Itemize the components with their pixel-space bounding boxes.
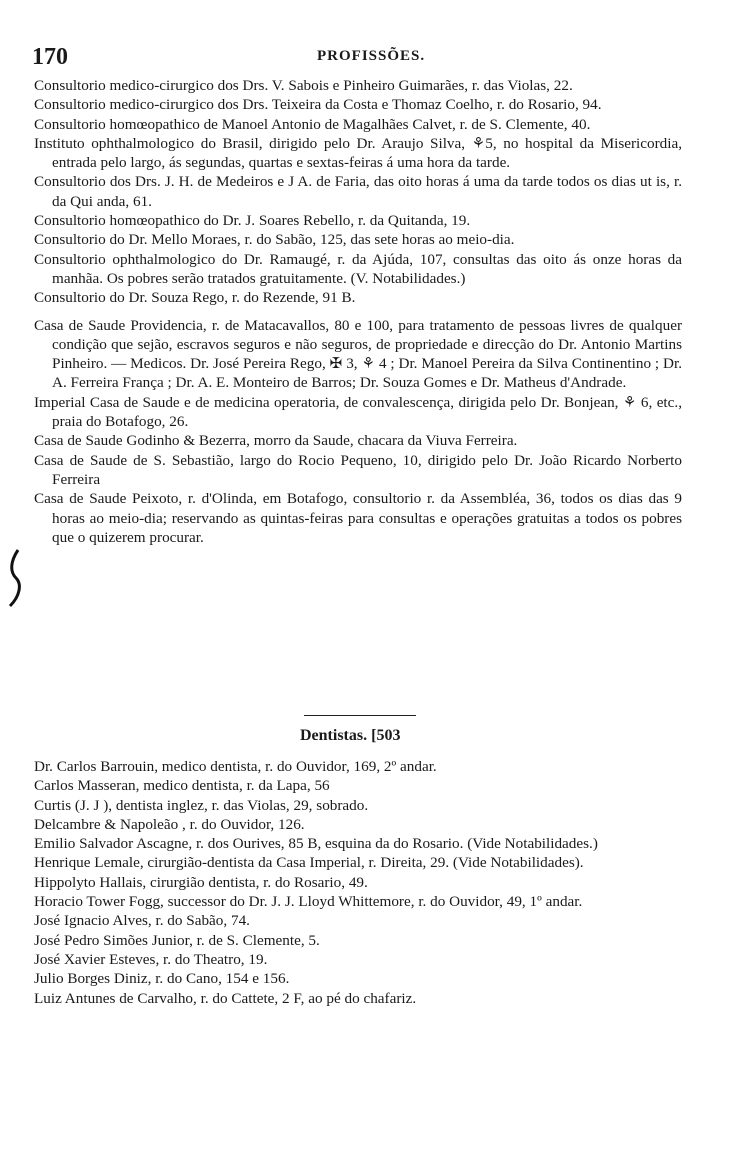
list-item: José Xavier Esteves, r. do Theatro, 19. [34,950,268,968]
list-item: Consultorio dos Drs. J. H. de Medeiros e J A. de Faria, das oito horas á uma da tarde todos os dias ut is, r. da Qui anda, 61. [34,173,682,210]
list-item: Consultorio homœopathico do Dr. J. Soares Rebello, r. da Quitanda, 19. [34,212,471,230]
list-item: Consultorio do Dr. Souza Rego, r. do Rezende, 91 B. [34,289,356,307]
list-item: Consultorio ophthalmologico do Dr. Ramaugé, r. da Ajúda, 107, consultas das oito ás onze horas da manhãa. Os pobres serão tratados gratuitamente. (V. Notabilidades.) [34,250,682,287]
page-header [32,44,692,68]
section-divider [304,715,416,716]
list-item: Casa de Saude Peixoto, r. d'Olinda, em Botafogo, consultorio r. da Assembléa, 36, todos os dias das 9 horas ao meio-dia; reservando as quintas-feiras para consultas e operações gratuitas a todos os pobres que o quizerem procurar. [34,490,682,546]
page-number: 170 [32,44,68,70]
list-item: Casa de Saude de S. Sebastião, largo do Rocio Pequeno, 10, dirigido pelo Dr. João Ricardo Norberto Ferreira [34,451,682,488]
dentistas-list [34,757,682,1008]
list-item: Instituto ophthalmologico do Brasil, dirigido pelo Dr. Araujo Silva, ⚘5, no hospital da Misericordia, entrada pelo largo, ás segundas, quartas e sextas-feiras á uma hora da tarde. [34,134,682,172]
list-item: José Pedro Simões Junior, r. de S. Clemente, 5. [34,931,320,949]
list-item: Luiz Antunes de Carvalho, r. do Cattete, 2 F, ao pé do chafariz. [34,989,417,1007]
list-item: Casa de Saude Providencia, r. de Matacavallos, 80 e 100, para tratamento de pessoas livres de qualquer condição que sejão, escravos seguros e não seguros, de propriedade e direcção do Dr. Antonio Martins Pinheiro. — Medicos. Dr. José Pereira Rego, ✠ 3, ⚘ 4 ; Dr. Manoel Pereira da Silva Continentino ; Dr. A. Ferreira França ; Dr. A. E. Monteiro de Barros; Dr. Souza Gomes e Dr. Matheus d'Andrade. [34,316,682,392]
list-item: José Ignacio Alves, r. do Sabão, 74. [34,912,250,930]
list-item: Consultorio medico-cirurgico dos Drs. V. Sabois e Pinheiro Guimarães, r. das Violas, 22. [34,77,573,94]
running-title: PROFISSÕES. [317,48,426,64]
margin-bracket-mark [6,548,24,608]
list-item: Consultorio do Dr. Mello Moraes, r. do Sabão, 125, das sete horas ao meio-dia. [34,231,515,249]
list-item: Imperial Casa de Saude e de medicina operatoria, de convalescença, dirigida pelo Dr. Bonjean, ⚘ 6, etc., praia do Botafogo, 26. [34,393,682,431]
list-item: Casa de Saude Godinho & Bezerra, morro da Saude, chacara da Viuva Ferreira. [34,432,518,450]
list-item: Curtis (J. J ), dentista inglez, r. das Violas, 29, sobrado. [34,796,369,814]
consultorios-list [34,76,682,547]
list-item: Henrique Lemale, cirurgião-dentista da Casa Imperial, r. Direita, 29. (Vide Notabilidades). [34,854,584,872]
list-item: Carlos Masseran, medico dentista, r. da Lapa, 56 [34,777,330,795]
section-title-dentistas: Dentistas. [503 [300,727,401,744]
list-item: Consultorio medico-cirurgico dos Drs. Teixeira da Costa e Thomaz Coelho, r. do Rosario, 94. [34,96,602,114]
list-item: Julio Borges Diniz, r. do Cano, 154 e 156. [34,970,290,988]
list-item: Hippolyto Hallais, cirurgião dentista, r. do Rosario, 49. [34,873,368,891]
list-item: Delcambre & Napoleão , r. do Ouvidor, 126. [34,815,305,833]
list-item: Dr. Carlos Barrouin, medico dentista, r. do Ouvidor, 169, 2º andar. [34,758,437,775]
list-item: Consultorio homœopathico de Manoel Antonio de Magalhães Calvet, r. de S. Clemente, 40. [34,115,591,133]
list-item: Horacio Tower Fogg, successor do Dr. J. J. Lloyd Whittemore, r. do Ouvidor, 49, 1º andar. [34,893,583,911]
list-item: Emilio Salvador Ascagne, r. dos Ourives, 85 B, esquina da do Rosario. (Vide Notabilidades.) [34,835,598,853]
